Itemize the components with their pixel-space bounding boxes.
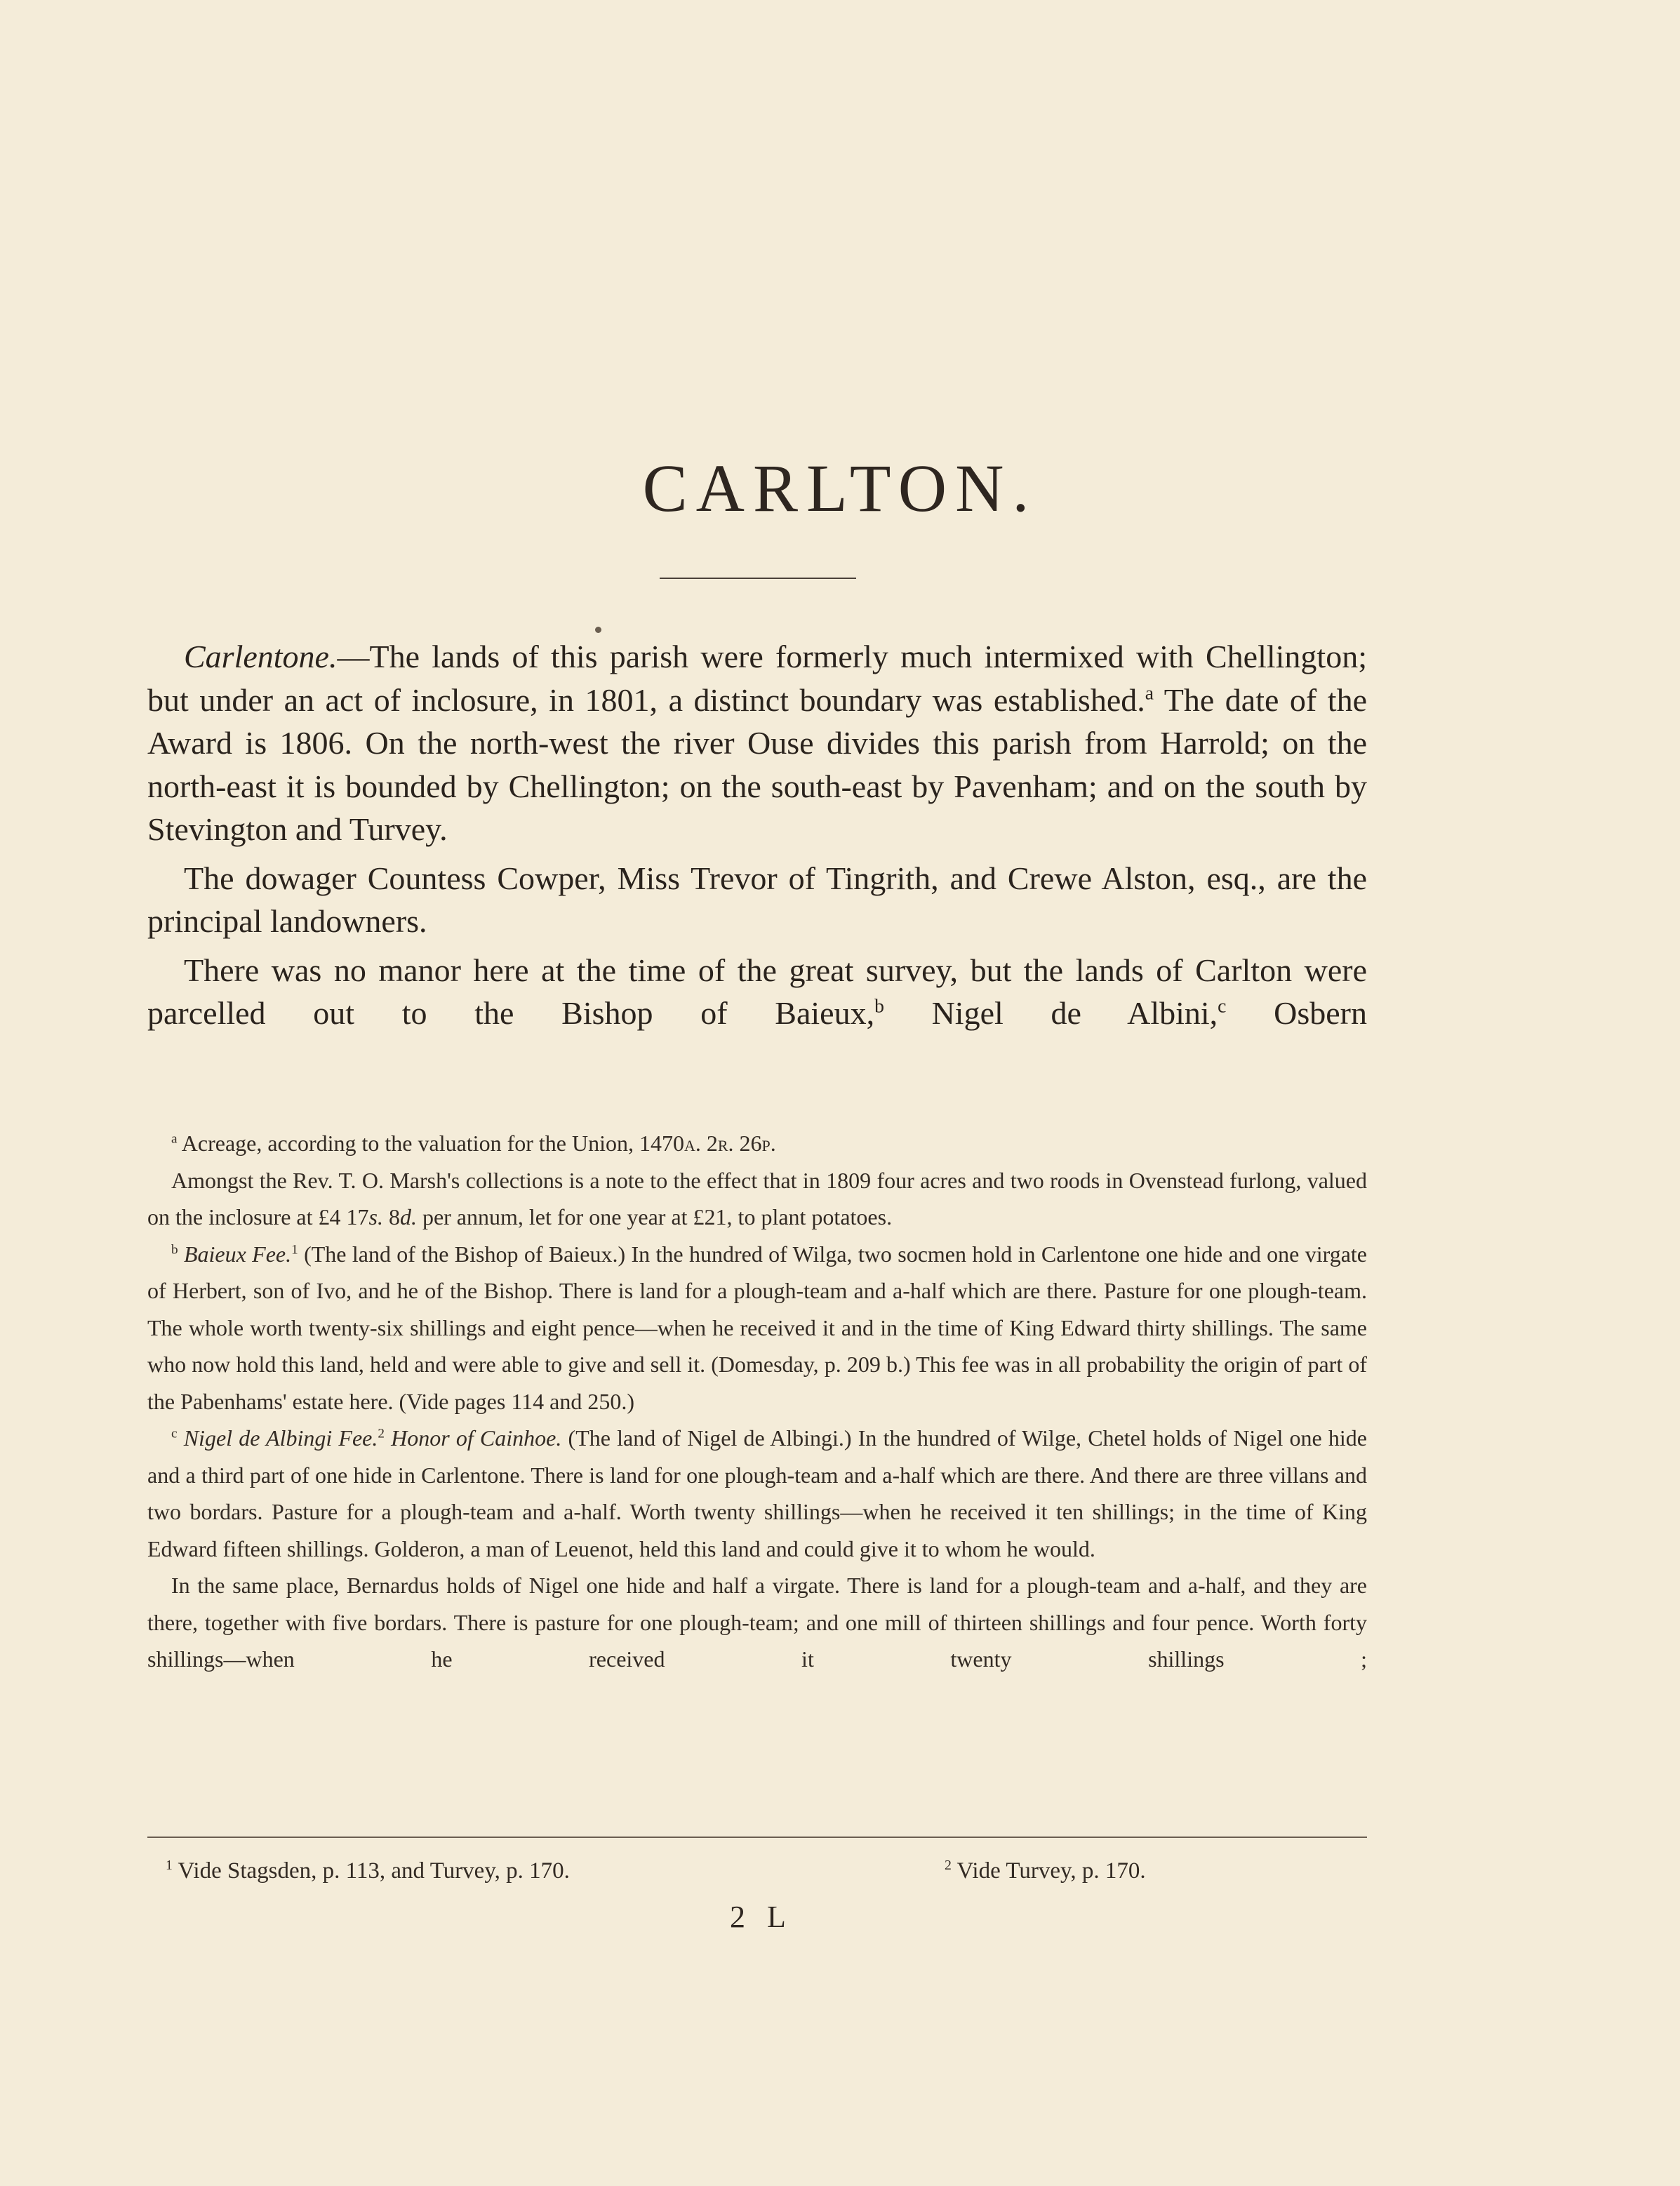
footnote-rule bbox=[147, 1837, 1367, 1838]
ink-speck bbox=[595, 627, 601, 633]
note-text: 2 bbox=[700, 1131, 718, 1156]
note-ref-b: b bbox=[874, 994, 884, 1017]
footnote-mark: 1 bbox=[166, 1858, 173, 1873]
footnote-2 bbox=[945, 1858, 1146, 1884]
note-c-mark: c bbox=[171, 1426, 178, 1441]
note-c bbox=[147, 1420, 1367, 1567]
note-b-mark: b bbox=[171, 1241, 178, 1257]
note-title: Honor of Cainhoe. bbox=[384, 1425, 562, 1451]
main-text-span: The date of the Award is 1806. On the north-west the river Ouse divides this parish from Harrold; on the north-east it is bounded by Chellington; on the south-east by Pavenham; and on the south by Stevington and Turvey. bbox=[147, 681, 1367, 847]
main-paragraph-1 bbox=[147, 635, 1367, 851]
main-paragraph-2: The dowager Countess Cowper, Miss Trevor of Tingrith, and Crewe Alston, esq., are the principal landowners. bbox=[147, 860, 1367, 939]
note-text: 8 bbox=[382, 1204, 400, 1229]
note-ref-c: c bbox=[1218, 994, 1227, 1017]
footnote-ref-2: 2 bbox=[378, 1426, 385, 1441]
note-c-continued: In the same place, Bernardus holds of Nigel one hide and half a virgate. There is land for a plough-team and a-half, and they are there, together with five bordars. There is pasture for one plough-team; and one mill of thirteen shillings and four pence. Worth forty shillings—when he received it twenty shillings ; bbox=[147, 1573, 1367, 1672]
main-text bbox=[147, 635, 1367, 1041]
note-text: (The land of the Bishop of Baieux.) In the hundred of Wilga, two socmen hold in Carlentone one hide and one virgate of Herbert, son of Ivo, and he of the Bishop. There is land for a plough-team and a-half which are there. Pasture for one plough-team. The whole worth twenty-six shillings and eight pence—when he received it and in the time of King Edward thirty shillings. The same who now hold this land, held and were able to give and sell it. (Domesday, p. 209 b.) This fee was in all probability the origin of part of the Pabenhams' estate here. (Vide pages 114 and 250.) bbox=[147, 1241, 1368, 1414]
note-text: (The land of Nigel de Albingi.) In the hundred of Wilge, Chetel holds of Nigel one hide and a third part of one hide in Carlentone. There is land for one plough-team and a-half which are there. And there are three villans and two bordars. Pasture for a plough-team and a-half. Worth twenty shillings—when he received it ten shillings; in the time of King Edward fifteen shillings. Golderon, a man of Leuenot, held this land and could give it to whom he would. bbox=[147, 1425, 1368, 1561]
note-ref-a: a bbox=[1145, 681, 1154, 704]
note-text: per annum, let for one year at £21, to plant potatoes. bbox=[416, 1204, 893, 1229]
note-text: 26 bbox=[733, 1131, 762, 1156]
place-name: Carlentone. bbox=[184, 639, 338, 674]
note-unit: s. bbox=[368, 1204, 383, 1229]
note-text: Acreage, according to the valuation for the Union, 1470 bbox=[177, 1131, 684, 1156]
main-text-span: Nigel de Albini, bbox=[884, 995, 1218, 1031]
footnote-text: Vide Turvey, p. 170. bbox=[951, 1858, 1146, 1884]
page-title: CARLTON. bbox=[642, 451, 1038, 526]
title-rule bbox=[660, 578, 856, 579]
note-a-mark: a bbox=[171, 1131, 178, 1147]
note-text: Amongst the Rev. T. O. Marsh's collections is a note to the effect that in 1809 four acres and two roods in Ovenstead furlong, valued on the inclosure at £4 17 bbox=[147, 1167, 1367, 1229]
note-a bbox=[147, 1125, 1367, 1162]
note-b bbox=[147, 1236, 1367, 1420]
footnote-1 bbox=[166, 1858, 570, 1884]
footnote-text: Vide Stagsden, p. 113, and Turvey, p. 170. bbox=[172, 1858, 570, 1884]
footnote-mark: 2 bbox=[945, 1858, 952, 1873]
main-paragraph-3 bbox=[147, 949, 1367, 1035]
note-unit: p. bbox=[761, 1131, 776, 1156]
note-a-continued bbox=[147, 1162, 1367, 1236]
printer-signature: 2 L bbox=[730, 1900, 793, 1934]
footnotes bbox=[166, 1858, 1218, 1893]
note-unit: r. bbox=[717, 1131, 734, 1156]
note-title: Nigel de Albingi Fee. bbox=[177, 1425, 378, 1451]
footnote-ref-1: 1 bbox=[291, 1241, 298, 1257]
note-title: Baieux Fee. bbox=[178, 1241, 292, 1267]
main-text-span: —The lands of this parish were formerly much intermixed with Chellington; but under an act of inclosure, in 1801, a distinct boundary was established. bbox=[147, 639, 1367, 718]
note-unit: d. bbox=[399, 1204, 417, 1229]
main-text-span: Osbern bbox=[1226, 995, 1367, 1031]
note-unit: a. bbox=[684, 1131, 701, 1156]
side-notes bbox=[147, 1125, 1367, 1678]
main-text-span: There was no manor here at the time of the great survey, but the lands of Carlton were parcelled out to the Bishop of Baieux, bbox=[147, 952, 1367, 1031]
